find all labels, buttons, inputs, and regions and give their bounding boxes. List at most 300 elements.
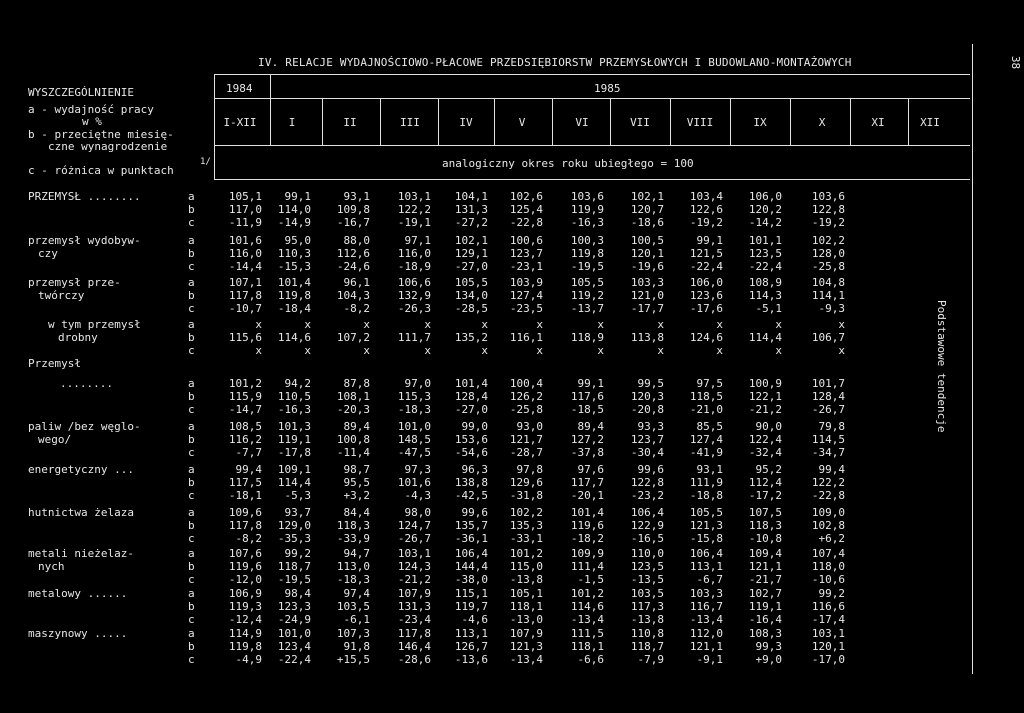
table-cell: 100,6 bbox=[509, 234, 543, 247]
row-group-label: paliw /bez węglo- bbox=[28, 420, 141, 433]
row-group-label: metali nieżelaz- bbox=[28, 547, 134, 560]
table-cell: 123,7 bbox=[509, 247, 543, 260]
table-cell: 113,8 bbox=[630, 331, 664, 344]
table-cell: x bbox=[424, 318, 431, 331]
table-cell: x bbox=[255, 344, 262, 357]
table-cell: -19,5 bbox=[570, 260, 604, 273]
legend-b-line1: b - przeciętne miesię- bbox=[28, 128, 174, 141]
table-cell: -30,4 bbox=[630, 446, 664, 459]
table-cell: -20,1 bbox=[570, 489, 604, 502]
column-header: X bbox=[818, 116, 826, 129]
column-header: II bbox=[343, 116, 357, 129]
table-cell: 116,0 bbox=[397, 247, 431, 260]
table-cell: -12,4 bbox=[228, 613, 262, 626]
table-cell: 111,7 bbox=[397, 331, 431, 344]
table-cell: 116,6 bbox=[811, 600, 845, 613]
table-cell: 103,5 bbox=[336, 600, 370, 613]
table-cell: -19,6 bbox=[630, 260, 664, 273]
table-cell: 101,4 bbox=[454, 377, 488, 390]
table-cell: 113,1 bbox=[454, 627, 488, 640]
table-cell: -23,1 bbox=[509, 260, 543, 273]
table-cell: -13,7 bbox=[570, 302, 604, 315]
year-1985: 1985 bbox=[594, 82, 621, 95]
table-cell: 114,4 bbox=[748, 331, 782, 344]
table-cell: -14,2 bbox=[748, 216, 782, 229]
table-cell: 109,9 bbox=[570, 547, 604, 560]
row-group-label: hutnictwa żelaza bbox=[28, 506, 134, 519]
table-cell: 117,5 bbox=[228, 476, 262, 489]
table-cell: -27,2 bbox=[454, 216, 488, 229]
row-letter: a bbox=[188, 627, 195, 640]
table-cell: 102,2 bbox=[509, 506, 543, 519]
row-group-label: drobny bbox=[58, 331, 98, 344]
table-cell: 127,4 bbox=[689, 433, 723, 446]
table-cell: -16,7 bbox=[336, 216, 370, 229]
column-header: I bbox=[288, 116, 296, 129]
table-cell: 121,3 bbox=[689, 519, 723, 532]
table-cell: -18,8 bbox=[689, 489, 723, 502]
table-cell: 103,6 bbox=[570, 190, 604, 203]
table-cell: 109,1 bbox=[277, 463, 311, 476]
row-group-label: nych bbox=[38, 560, 65, 573]
table-cell: 103,3 bbox=[630, 276, 664, 289]
table-cell: -18,3 bbox=[397, 403, 431, 416]
table-cell: -54,6 bbox=[454, 446, 488, 459]
table-cell: 114,6 bbox=[570, 600, 604, 613]
table-cell: 100,5 bbox=[630, 234, 664, 247]
table-cell: 101,7 bbox=[811, 377, 845, 390]
table-cell: 112,0 bbox=[689, 627, 723, 640]
table-cell: 98,0 bbox=[404, 506, 431, 519]
table-cell: 118,9 bbox=[570, 331, 604, 344]
table-cell: 101,2 bbox=[509, 547, 543, 560]
header-column-rule bbox=[850, 98, 851, 145]
table-cell: -17,2 bbox=[748, 489, 782, 502]
row-letter: a bbox=[188, 463, 195, 476]
table-cell: 118,3 bbox=[336, 519, 370, 532]
table-cell: 123,3 bbox=[277, 600, 311, 613]
table-cell: 105,1 bbox=[228, 190, 262, 203]
table-cell: 114,9 bbox=[228, 627, 262, 640]
table-cell: 87,8 bbox=[343, 377, 370, 390]
table-cell: -16,3 bbox=[277, 403, 311, 416]
table-cell: 101,4 bbox=[277, 276, 311, 289]
row-letter: b bbox=[188, 640, 195, 653]
table-cell: 103,3 bbox=[689, 587, 723, 600]
table-cell: 111,9 bbox=[689, 476, 723, 489]
column-header: VIII bbox=[686, 116, 714, 129]
table-cell: 93,1 bbox=[696, 463, 723, 476]
column-header: VII bbox=[630, 116, 650, 129]
table-cell: 115,0 bbox=[509, 560, 543, 573]
table-cell: 111,5 bbox=[570, 627, 604, 640]
table-cell: 108,5 bbox=[228, 420, 262, 433]
table-cell: 109,4 bbox=[748, 547, 782, 560]
table-cell: -22,4 bbox=[748, 260, 782, 273]
table-cell: x bbox=[481, 344, 488, 357]
table-cell: 102,2 bbox=[811, 234, 845, 247]
table-cell: x bbox=[597, 318, 604, 331]
table-cell: 107,9 bbox=[509, 627, 543, 640]
table-cell: 122,8 bbox=[811, 203, 845, 216]
table-cell: 107,1 bbox=[228, 276, 262, 289]
row-letter: b bbox=[188, 247, 195, 260]
table-cell: 111,4 bbox=[570, 560, 604, 573]
table-cell: 102,6 bbox=[509, 190, 543, 203]
table-cell: 99,4 bbox=[818, 463, 845, 476]
table-cell: 97,4 bbox=[343, 587, 370, 600]
table-cell: 99,6 bbox=[637, 463, 664, 476]
table-cell: -9,3 bbox=[818, 302, 845, 315]
table-cell: 118,5 bbox=[689, 390, 723, 403]
table-cell: 118,7 bbox=[630, 640, 664, 653]
table-cell: -28,6 bbox=[397, 653, 431, 666]
table-cell: 127,2 bbox=[570, 433, 604, 446]
table-cell: 103,1 bbox=[397, 547, 431, 560]
row-letter: b bbox=[188, 331, 195, 344]
table-cell: -21,2 bbox=[397, 573, 431, 586]
table-cell: +15,5 bbox=[336, 653, 370, 666]
table-cell: -18,9 bbox=[397, 260, 431, 273]
table-cell: -20,8 bbox=[630, 403, 664, 416]
table-cell: 93,0 bbox=[516, 420, 543, 433]
table-cell: -13,5 bbox=[630, 573, 664, 586]
table-cell: 89,4 bbox=[577, 420, 604, 433]
header-column-rule bbox=[322, 98, 323, 145]
row-letter: b bbox=[188, 433, 195, 446]
header-column-rule bbox=[670, 98, 671, 145]
table-cell: 94,7 bbox=[343, 547, 370, 560]
table-cell: -14,9 bbox=[277, 216, 311, 229]
table-cell: 146,4 bbox=[397, 640, 431, 653]
table-cell: 108,3 bbox=[748, 627, 782, 640]
table-cell: 126,7 bbox=[454, 640, 488, 653]
table-cell: 119,3 bbox=[228, 600, 262, 613]
table-cell: 119,7 bbox=[454, 600, 488, 613]
table-cell: 121,3 bbox=[509, 640, 543, 653]
header-column-rule bbox=[552, 98, 553, 145]
table-cell: 106,6 bbox=[397, 276, 431, 289]
table-cell: -21,2 bbox=[748, 403, 782, 416]
table-cell: -27,0 bbox=[454, 403, 488, 416]
table-cell: -28,5 bbox=[454, 302, 488, 315]
table-cell: -35,3 bbox=[277, 532, 311, 545]
table-cell: 113,1 bbox=[689, 560, 723, 573]
table-cell: -19,2 bbox=[811, 216, 845, 229]
table-cell: 120,2 bbox=[748, 203, 782, 216]
header-column-rule bbox=[380, 98, 381, 145]
table-cell: 99,1 bbox=[577, 377, 604, 390]
table-cell: -17,8 bbox=[277, 446, 311, 459]
table-cell: 101,1 bbox=[748, 234, 782, 247]
table-cell: -13,4 bbox=[689, 613, 723, 626]
table-cell: -13,0 bbox=[509, 613, 543, 626]
row-group-label: PRZEMYSŁ ........ bbox=[28, 190, 141, 203]
table-cell: 124,7 bbox=[397, 519, 431, 532]
side-label: Podstawowe tendencje bbox=[935, 300, 948, 433]
table-cell: 90,0 bbox=[755, 420, 782, 433]
table-cell: x bbox=[657, 344, 664, 357]
legend-b-line2: czne wynagrodzenie bbox=[48, 140, 168, 153]
row-group-label: energetyczny ... bbox=[28, 463, 134, 476]
table-cell: -10,7 bbox=[228, 302, 262, 315]
table-cell: 99,6 bbox=[461, 506, 488, 519]
table-cell: 96,1 bbox=[343, 276, 370, 289]
table-cell: 102,7 bbox=[748, 587, 782, 600]
table-cell: 123,7 bbox=[630, 433, 664, 446]
table-cell: -25,8 bbox=[509, 403, 543, 416]
table-cell: 95,0 bbox=[284, 234, 311, 247]
table-cell: -8,2 bbox=[343, 302, 370, 315]
right-margin-rule bbox=[972, 44, 973, 674]
table-cell: x bbox=[536, 344, 543, 357]
table-cell: 117,0 bbox=[228, 203, 262, 216]
table-cell: x bbox=[716, 344, 723, 357]
column-header: XI bbox=[871, 116, 885, 129]
table-cell: -5,3 bbox=[284, 489, 311, 502]
table-cell: 124,3 bbox=[397, 560, 431, 573]
table-cell: 107,3 bbox=[336, 627, 370, 640]
table-cell: 119,1 bbox=[748, 600, 782, 613]
row-letter: c bbox=[188, 446, 195, 459]
table-cell: 101,6 bbox=[228, 234, 262, 247]
table-cell: +9,0 bbox=[755, 653, 782, 666]
table-cell: -18,5 bbox=[570, 403, 604, 416]
table-cell: 124,6 bbox=[689, 331, 723, 344]
table-cell: 110,5 bbox=[277, 390, 311, 403]
table-cell: 102,1 bbox=[630, 190, 664, 203]
table-cell: -38,0 bbox=[454, 573, 488, 586]
table-cell: 114,5 bbox=[811, 433, 845, 446]
table-cell: 135,7 bbox=[454, 519, 488, 532]
table-cell: 109,8 bbox=[336, 203, 370, 216]
table-cell: -16,4 bbox=[748, 613, 782, 626]
row-letter: c bbox=[188, 216, 195, 229]
legend-c-footnote: 1/ bbox=[200, 157, 211, 167]
table-cell: -25,8 bbox=[811, 260, 845, 273]
row-group-label: w tym przemysł bbox=[48, 318, 141, 331]
table-cell: 91,8 bbox=[343, 640, 370, 653]
table-cell: -13,6 bbox=[454, 653, 488, 666]
table-cell: -37,8 bbox=[570, 446, 604, 459]
table-cell: 119,9 bbox=[570, 203, 604, 216]
table-cell: -6,6 bbox=[577, 653, 604, 666]
header-top-rule bbox=[214, 74, 970, 75]
table-cell: -5,1 bbox=[755, 302, 782, 315]
table-cell: -33,9 bbox=[336, 532, 370, 545]
table-cell: -6,7 bbox=[696, 573, 723, 586]
table-cell: 93,1 bbox=[343, 190, 370, 203]
column-header: VI bbox=[575, 116, 589, 129]
row-letter: c bbox=[188, 403, 195, 416]
table-cell: 122,4 bbox=[748, 433, 782, 446]
table-cell: -19,1 bbox=[397, 216, 431, 229]
row-letter: c bbox=[188, 302, 195, 315]
row-group-label: przemysł prze- bbox=[28, 276, 121, 289]
table-cell: -18,4 bbox=[277, 302, 311, 315]
table-cell: 103,6 bbox=[811, 190, 845, 203]
table-cell: 131,3 bbox=[397, 600, 431, 613]
header-column-rule bbox=[438, 98, 439, 145]
table-cell: -7,9 bbox=[637, 653, 664, 666]
table-cell: -9,1 bbox=[696, 653, 723, 666]
table-cell: 85,5 bbox=[696, 420, 723, 433]
table-cell: x bbox=[716, 318, 723, 331]
table-cell: 122,8 bbox=[630, 476, 664, 489]
table-cell: x bbox=[775, 318, 782, 331]
table-cell: 100,9 bbox=[748, 377, 782, 390]
table-cell: -42,5 bbox=[454, 489, 488, 502]
table-cell: 120,1 bbox=[630, 247, 664, 260]
table-cell: 106,4 bbox=[630, 506, 664, 519]
row-letter: c bbox=[188, 613, 195, 626]
table-cell: -16,5 bbox=[630, 532, 664, 545]
table-cell: 129,6 bbox=[509, 476, 543, 489]
row-group-label: maszynowy ..... bbox=[28, 627, 128, 640]
row-group-label: ........ bbox=[60, 377, 113, 390]
table-cell: -32,4 bbox=[748, 446, 782, 459]
table-cell: -41,9 bbox=[689, 446, 723, 459]
table-cell: -17,0 bbox=[811, 653, 845, 666]
table-cell: 106,4 bbox=[689, 547, 723, 560]
row-letter: a bbox=[188, 318, 195, 331]
table-cell: 123,4 bbox=[277, 640, 311, 653]
table-cell: 123,5 bbox=[748, 247, 782, 260]
row-letter: b bbox=[188, 203, 195, 216]
table-cell: 101,0 bbox=[397, 420, 431, 433]
table-cell: -31,8 bbox=[509, 489, 543, 502]
table-cell: 99,1 bbox=[284, 190, 311, 203]
table-cell: 102,8 bbox=[811, 519, 845, 532]
row-letter: a bbox=[188, 190, 195, 203]
row-letter: b bbox=[188, 390, 195, 403]
table-cell: 115,9 bbox=[228, 390, 262, 403]
row-group-label: twórczy bbox=[38, 289, 85, 302]
table-cell: -11,4 bbox=[336, 446, 370, 459]
table-cell: 118,1 bbox=[570, 640, 604, 653]
table-cell: 116,1 bbox=[509, 331, 543, 344]
legend-a-line2: w % bbox=[82, 115, 102, 128]
table-cell: 99,0 bbox=[461, 420, 488, 433]
row-letter: b bbox=[188, 519, 195, 532]
table-cell: 118,0 bbox=[811, 560, 845, 573]
table-cell: 97,8 bbox=[516, 463, 543, 476]
table-cell: 99,4 bbox=[235, 463, 262, 476]
table-cell: 95,2 bbox=[755, 463, 782, 476]
table-cell: 115,3 bbox=[397, 390, 431, 403]
table-cell: -18,1 bbox=[228, 489, 262, 502]
table-cell: 104,8 bbox=[811, 276, 845, 289]
table-cell: -7,7 bbox=[235, 446, 262, 459]
table-cell: 105,5 bbox=[570, 276, 604, 289]
header-bottom-rule bbox=[214, 179, 970, 180]
column-header: III bbox=[400, 116, 420, 129]
table-cell: 110,8 bbox=[630, 627, 664, 640]
table-cell: 97,6 bbox=[577, 463, 604, 476]
table-cell: -17,7 bbox=[630, 302, 664, 315]
table-cell: x bbox=[838, 318, 845, 331]
table-cell: 135,3 bbox=[509, 519, 543, 532]
table-cell: 98,7 bbox=[343, 463, 370, 476]
table-cell: -26,7 bbox=[397, 532, 431, 545]
page-title: IV. RELACJE WYDAJNOŚCIOWO-PŁACOWE PRZEDSIĘBIORSTW PRZEMYSŁOWYCH I BUDOWLANO-MONTAŻOWYCH bbox=[258, 56, 852, 69]
table-cell: -18,2 bbox=[570, 532, 604, 545]
table-cell: 121,5 bbox=[689, 247, 723, 260]
table-cell: 113,0 bbox=[336, 560, 370, 573]
table-cell: 112,6 bbox=[336, 247, 370, 260]
table-cell: -4,9 bbox=[235, 653, 262, 666]
table-cell: 106,0 bbox=[748, 190, 782, 203]
table-cell: 118,3 bbox=[748, 519, 782, 532]
table-cell: -27,0 bbox=[454, 260, 488, 273]
table-cell: 107,2 bbox=[336, 331, 370, 344]
row-letter: c bbox=[188, 489, 195, 502]
table-cell: -19,2 bbox=[689, 216, 723, 229]
table-cell: 101,4 bbox=[570, 506, 604, 519]
table-cell: 119,1 bbox=[277, 433, 311, 446]
table-cell: 101,6 bbox=[397, 476, 431, 489]
table-cell: 118,1 bbox=[509, 600, 543, 613]
table-cell: 138,8 bbox=[454, 476, 488, 489]
table-cell: 101,2 bbox=[228, 377, 262, 390]
column-header: IX bbox=[753, 116, 767, 129]
header-left-rule bbox=[214, 74, 215, 179]
table-cell: -13,8 bbox=[509, 573, 543, 586]
table-cell: x bbox=[304, 344, 311, 357]
table-cell: x bbox=[481, 318, 488, 331]
table-cell: -11,9 bbox=[228, 216, 262, 229]
table-cell: 116,7 bbox=[689, 600, 723, 613]
table-cell: 121,0 bbox=[630, 289, 664, 302]
row-letter: a bbox=[188, 547, 195, 560]
year-1984: 1984 bbox=[226, 82, 253, 95]
table-cell: 114,1 bbox=[811, 289, 845, 302]
table-cell: -12,0 bbox=[228, 573, 262, 586]
table-cell: 93,7 bbox=[284, 506, 311, 519]
table-cell: 120,3 bbox=[630, 390, 664, 403]
table-cell: x bbox=[424, 344, 431, 357]
table-cell: -15,3 bbox=[277, 260, 311, 273]
table-cell: -13,4 bbox=[509, 653, 543, 666]
table-cell: 99,5 bbox=[637, 377, 664, 390]
table-cell: 125,4 bbox=[509, 203, 543, 216]
row-letter: c bbox=[188, 532, 195, 545]
table-cell: x bbox=[838, 344, 845, 357]
table-cell: 115,6 bbox=[228, 331, 262, 344]
row-letter: a bbox=[188, 234, 195, 247]
legend-c-line: c - różnica w punktach bbox=[28, 164, 174, 177]
table-cell: 94,2 bbox=[284, 377, 311, 390]
table-cell: 134,0 bbox=[454, 289, 488, 302]
table-cell: 121,7 bbox=[509, 433, 543, 446]
table-cell: x bbox=[363, 344, 370, 357]
table-cell: -26,3 bbox=[397, 302, 431, 315]
table-cell: 122,2 bbox=[811, 476, 845, 489]
table-cell: 103,4 bbox=[689, 190, 723, 203]
table-cell: 107,6 bbox=[228, 547, 262, 560]
table-cell: 148,5 bbox=[397, 433, 431, 446]
table-cell: 107,9 bbox=[397, 587, 431, 600]
table-cell: 131,3 bbox=[454, 203, 488, 216]
table-cell: 119,2 bbox=[570, 289, 604, 302]
table-cell: 79,8 bbox=[818, 420, 845, 433]
table-cell: +3,2 bbox=[343, 489, 370, 502]
header-base-note: analogiczny okres roku ubiegłego = 100 bbox=[442, 157, 694, 170]
table-cell: 116,0 bbox=[228, 247, 262, 260]
row-letter: b bbox=[188, 476, 195, 489]
row-letter: c bbox=[188, 573, 195, 586]
table-cell: 117,8 bbox=[228, 289, 262, 302]
